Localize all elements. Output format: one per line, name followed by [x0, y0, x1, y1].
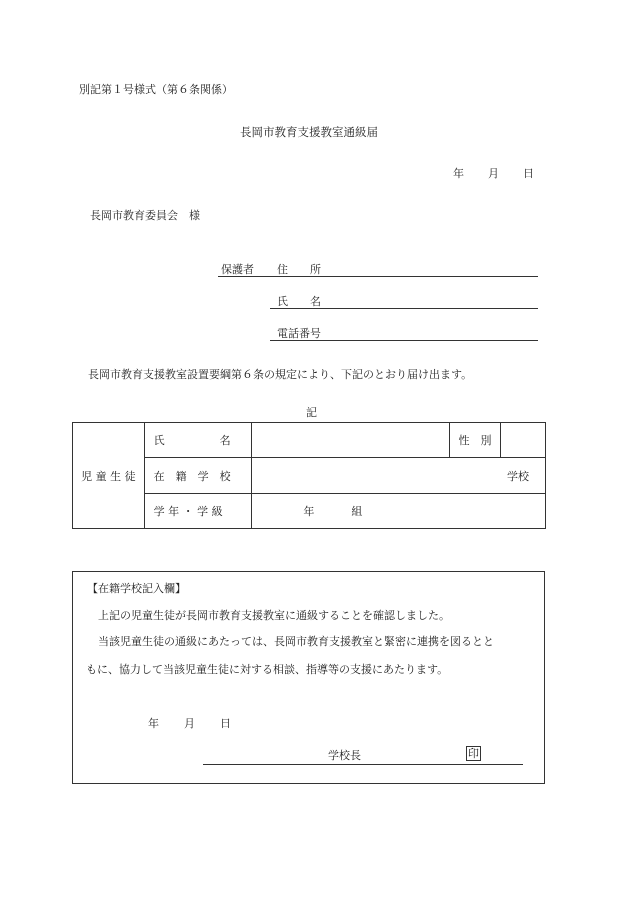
grade-label: 学 年 ・ 学 級: [144, 494, 252, 529]
date-month-label: 月: [488, 167, 499, 180]
principal-signature-line[interactable]: [203, 764, 523, 765]
confirmation-date-month: 月: [184, 717, 195, 730]
school-suffix: 学校: [507, 469, 529, 483]
form-number: 別記第１号様式（第６条関係）: [79, 83, 233, 96]
school-label: 在 籍 学 校: [144, 458, 252, 494]
student-name-field[interactable]: [252, 423, 449, 458]
grade-year-label: 年: [303, 505, 315, 518]
confirmation-heading: 【在籍学校記入欄】: [87, 582, 186, 595]
guardian-name-field[interactable]: [270, 308, 538, 309]
guardian-phone-label: 電話番号: [277, 327, 321, 340]
school-field[interactable]: [252, 458, 546, 494]
confirmation-date-year: 年: [148, 717, 159, 730]
guardian-address-field[interactable]: [218, 276, 538, 277]
gender-label: 性 別: [449, 423, 501, 458]
date-year-label: 年: [453, 167, 464, 180]
confirmation-line-3: もに、協力して当該児童生徒に対する相談、指導等の支援にあたります。: [86, 663, 449, 676]
ki-label: 記: [306, 406, 317, 419]
grade-class-label: 組: [351, 505, 363, 518]
guardian-address-label: 住 所: [277, 263, 321, 276]
guardian-label: 保護者: [221, 263, 254, 276]
gender-field[interactable]: [501, 423, 546, 458]
student-table: [72, 422, 546, 529]
confirmation-line-1: 上記の児童生徒が長岡市教育支援教室に通級することを確認しました。: [98, 609, 450, 622]
date-day-label: 日: [523, 167, 534, 180]
principal-label: 学校長: [328, 749, 361, 762]
confirmation-line-2: 当該児童生徒の通級にあたっては、長岡市教育支援教室と緊密に連携を図るとと: [98, 635, 494, 648]
statement-text: 長岡市教育支援教室設置要綱第６条の規定により、下記のとおり届け出ます。: [88, 368, 473, 381]
document-title: 長岡市教育支援教室通級届: [240, 125, 378, 139]
student-name-label: 氏 名: [144, 423, 252, 458]
confirmation-date-day: 日: [220, 717, 231, 730]
addressee: 長岡市教育委員会 様: [90, 209, 200, 222]
grade-field[interactable]: [252, 494, 546, 529]
guardian-name-label: 氏 名: [277, 295, 321, 308]
student-group-label: 児 童 生 徒: [73, 423, 145, 529]
guardian-phone-field[interactable]: [270, 340, 538, 341]
seal-mark: 印: [468, 747, 479, 760]
